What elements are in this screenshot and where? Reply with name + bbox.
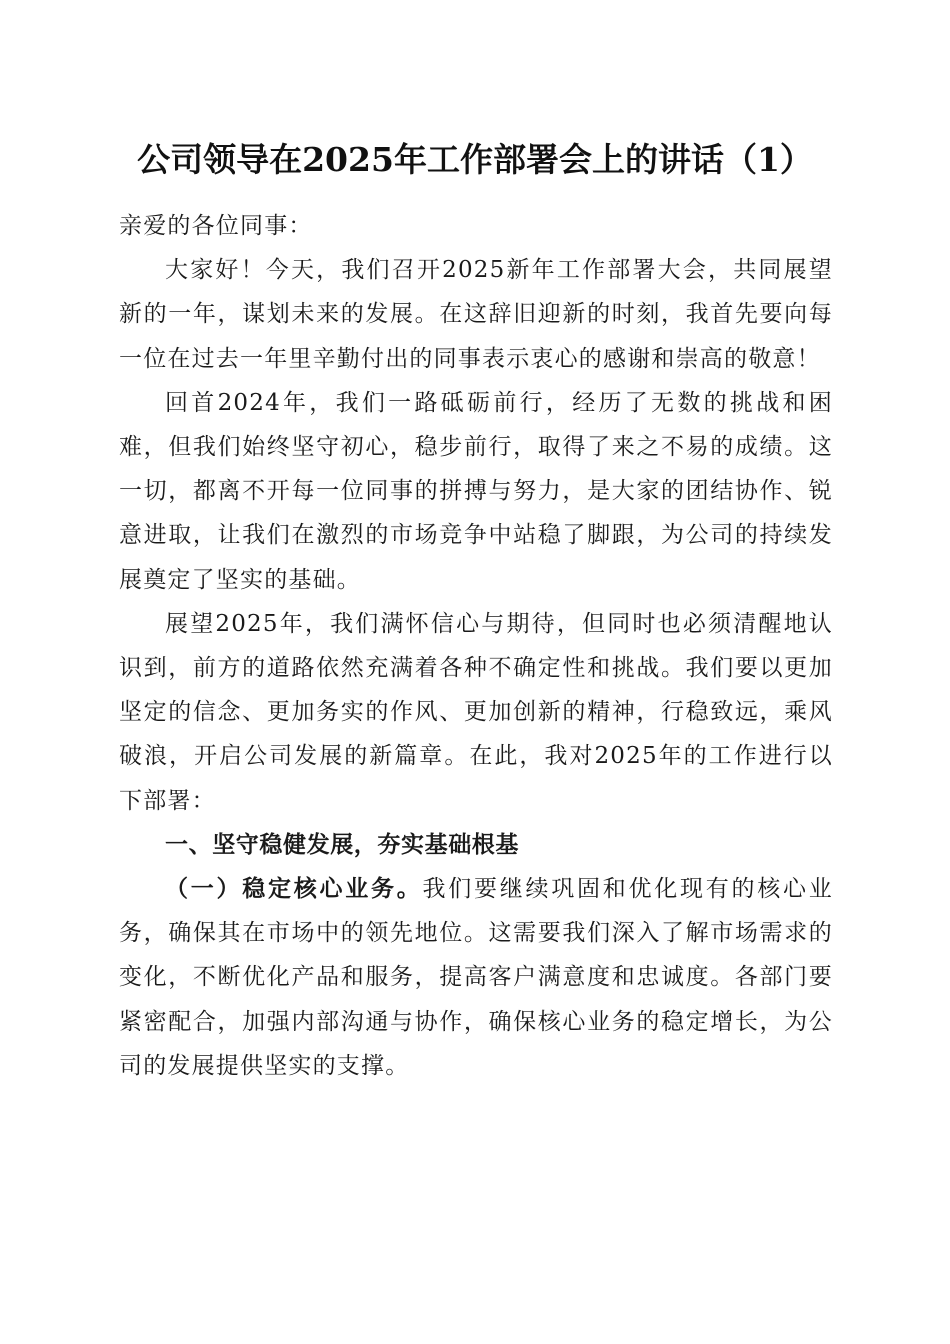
subsection-text: 我们要继续巩固和优化现有的核心业务，确保其在市场中的领先地位。这需要我们深入了解市场需求的变化，不断优化产品和服务，提高客户满意度和忠诚度。各部门要紧密配合，加强内部沟通与协作，确保核心业务的稳定增长，为公司的发展提供坚实的支撑。 — [119, 876, 834, 1079]
subsection-label: （一）稳定核心业务。 — [165, 875, 423, 903]
salutation: 亲爱的各位同事： — [119, 213, 313, 239]
paragraph-review-2024: 回首2024年，我们一路砥砺前行，经历了无数的挑战和困难，但我们始终坚守初心，稳步前行，取得了来之不易的成绩。这一切，都离不开每一位同事的拼搏与努力，是大家的团结协作、锐意进取，让我们在激烈的市场竞争中站稳了脚跟，为公司的持续发展奠定了坚实的基础。 — [119, 389, 833, 593]
document-body — [119, 204, 833, 1088]
paragraph-outlook-2025: 展望2025年，我们满怀信心与期待，但同时也必须清醒地认识到，前方的道路依然充满着各种不确定性和挑战。我们要以更加坚定的信念、更加务实的作风、更加创新的精神，行稳致远，乘风破浪，开启公司发展的新篇章。在此，我对2025年的工作进行以下部署： — [119, 610, 833, 814]
section-heading: 一、坚守稳健发展，夯实基础根基 — [165, 831, 519, 858]
subsection-paragraph — [119, 867, 833, 1088]
document-title: 公司领导在2025年工作部署会上的讲话（1） — [137, 140, 813, 179]
paragraph-greeting: 大家好！今天，我们召开2025新年工作部署大会，共同展望新的一年，谋划未来的发展。在这辞旧迎新的时刻，我首先要向每一位在过去一年里辛勤付出的同事表示衷心的感谢和崇高的敬意！ — [119, 257, 833, 372]
